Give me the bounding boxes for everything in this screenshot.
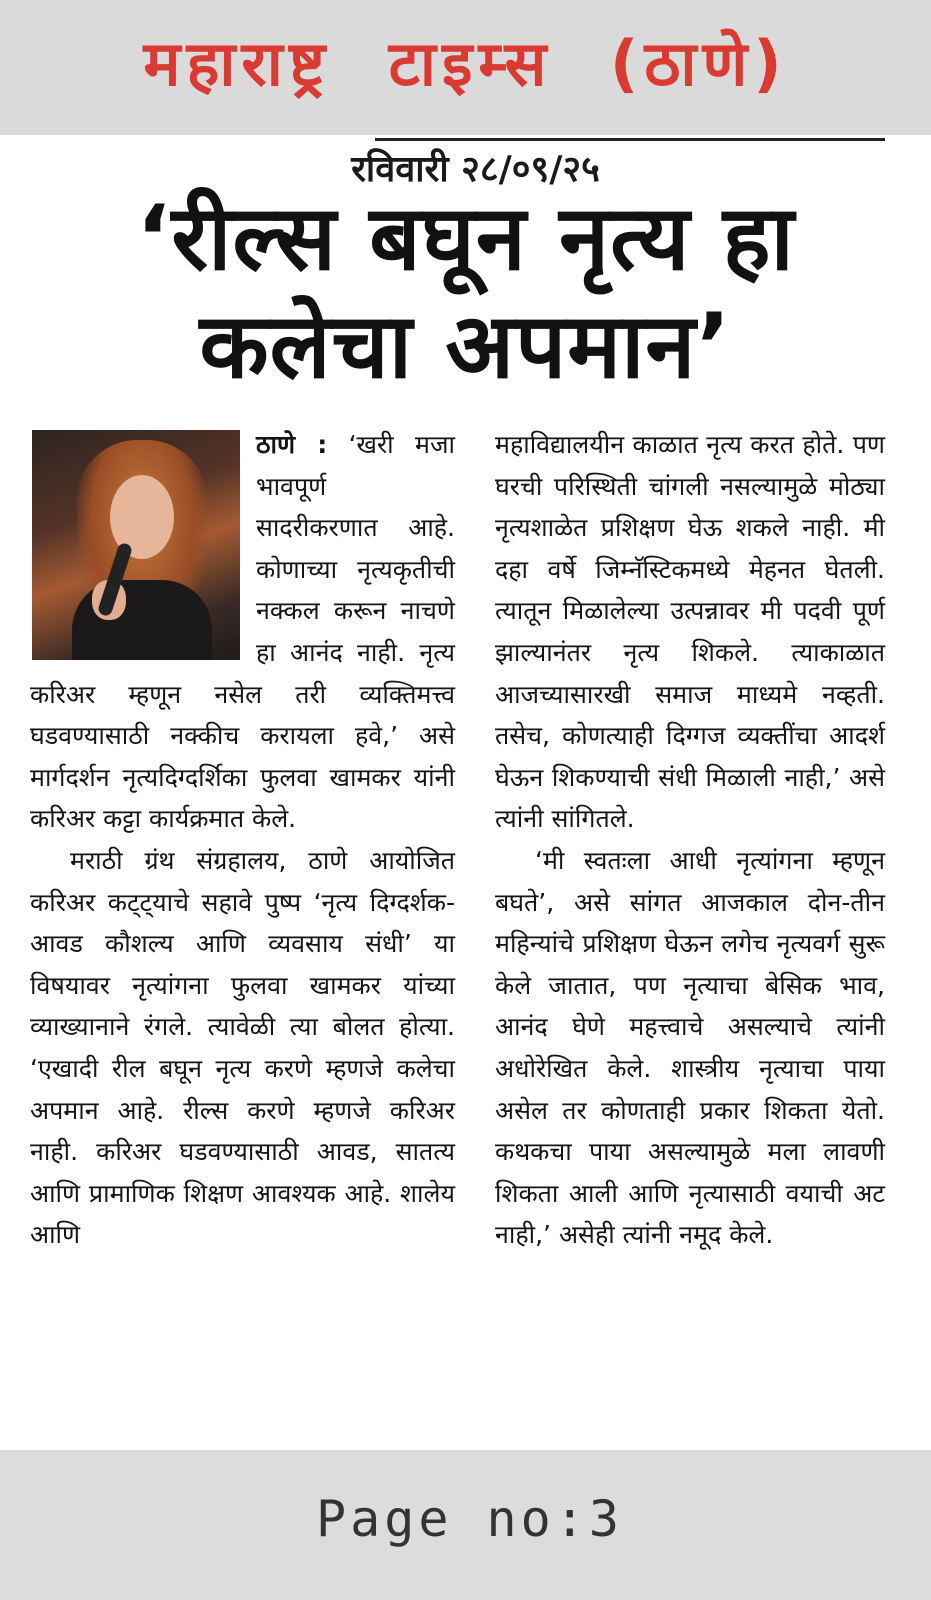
article-headline: ‘रील्स बघून नृत्य हा कलेचा अपमान’ — [136, 186, 795, 399]
paragraph-right-1: महाविद्यालयीन काळात नृत्य करत होते. पण घरची परिस्थिती चांगली नसल्यामुळे मोठ्या नृत्यशाळेत प्रशिक्षण घेऊ शकले नाही. मी दहा वर्षे जिम्नॅस्टिकमध्ये मेहनत घेतली. त्यातून मिळालेल्या उत्पन्नावर मी पदवी पूर्ण झाल्यानंतर नृत्य शिकले. त्याकाळात आजच्यासारखी समाज माध्यमे नव्हती. तसेच, कोणत्याही दिग्गज व्यक्तींचा आदर्श घेऊन शिकण्याची संधी मिळाली नाही,’ असे त्यांनी सांगितले. — [495, 430, 885, 834]
article-column-left — [30, 424, 455, 1256]
paragraph-left-2: मराठी ग्रंथ संग्रहालय, ठाणे आयोजित करिअर कट्ट्याचे सहावे पुष्प ‘नृत्य दिग्दर्शक-आवड कौशल्य आणि व्यवसाय संधी’ या विषयावर नृत्यांगना फुलवा खामकर यांच्या व्याख्यानाने रंगले. त्यावेळी त्या बोलत होत्या. ‘एखादी रील बघून नृत्य करणे म्हणजे कलेचा अपमान आहे. रील्स करणे म्हणजे करिअर नाही. करिअर घडवण्यासाठी आवड, सातत्य आणि प्रामाणिक शिक्षण आवश्यक आहे. शालेय आणि — [30, 845, 455, 1250]
top-rule — [375, 138, 885, 141]
page-footer — [0, 1450, 931, 1600]
paragraph-left-1-text: ‘खरी मजा भावपूर्ण सादरीकरणात आहे. कोणाच्या नृत्यकृतीची नक्कल करून नाचणे हा आनंद नाही. नृत्य करिअर म्हणून नसेल तरी व्यक्तिमत्त्व घडवण्यासाठी नक्कीच करायला हवे,’ असे मार्गदर्शन नृत्यदिग्दर्शिका फुलवा खामकर यांनी करिअर कट्टा कार्यक्रमात केले. — [30, 430, 455, 834]
newspaper-clipping — [0, 135, 931, 1450]
masthead-banner — [0, 0, 931, 135]
speaker-photo — [32, 430, 240, 660]
paragraph-right-2: ‘मी स्वतःला आधी नृत्यांगना म्हणून बघते’, असे सांगत आजकाल दोन-तीन महिन्यांचे प्रशिक्षण घेऊन लगेच नृत्यवर्ग सुरू केले जातात, पण नृत्याचा बेसिक भाव, आनंद घेणे महत्त्वाचे असल्याचे त्यांनी अधोरेखित केले. शास्त्रीय नृत्याचा पाया असेल तर कोणताही प्रकार शिकता येतो. कथकचा पाया असल्यामुळे मला लावणी शिकता आली आणि नृत्यासाठी वयाची अट नाही,’ असेही त्यांनी नमूद केले. — [495, 845, 885, 1250]
issue-date: रविवारी २८/०९/२५ — [351, 149, 600, 190]
page-number: Page no:3 — [316, 1490, 623, 1548]
dateline: ठाणे : — [256, 430, 328, 459]
article-column-right — [495, 424, 885, 1256]
newspaper-masthead: महाराष्ट्र टाइम्स (ठाणे) — [143, 27, 788, 100]
